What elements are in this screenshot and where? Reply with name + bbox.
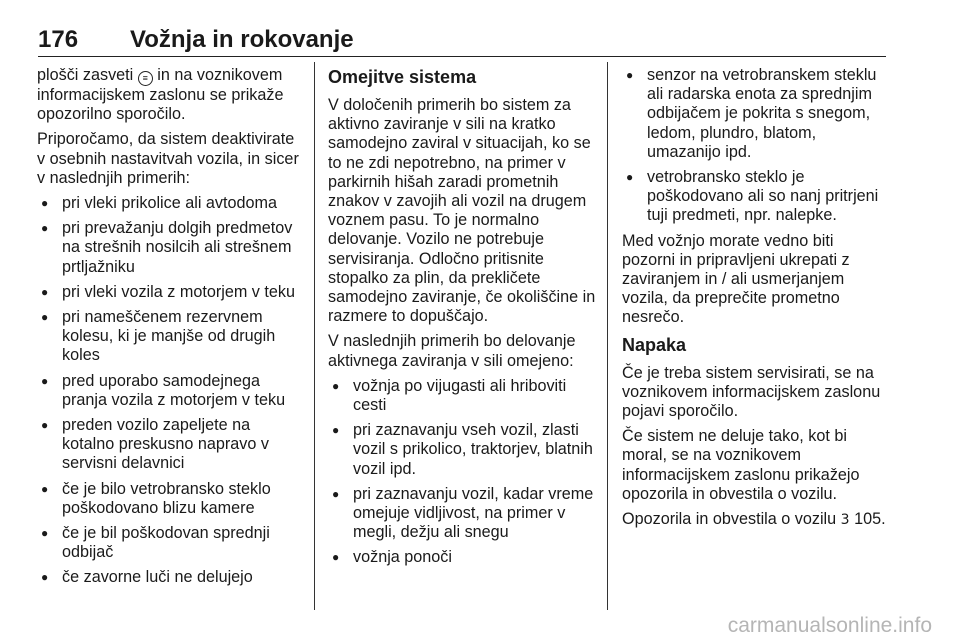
list-item: ● pred uporabo samodejnega pranja vozila z motorjem v teku [37,372,305,410]
bullet-list [37,194,305,588]
paragraph: V določenih primerih bo sistem za aktivno zaviranje v sili na kratko samodejno zaviral v situacijah, ko se to ne zdi nepotrebno, na primer v parkirnih hišah zaradi prometnih znakov v zavojih ali vozil na drugem voznem pasu. To je normalno delovanje. Vozilo ne potrebuje servisiranja. Odločno pritisnite stopalko za plin, da prekličete samodejno zaviranje, če okoliščine in razmere to dopuščajo. [328,96,596,326]
page-number: 176 [38,26,79,53]
list-item: ● preden vozilo zapeljete na kotalno preskusno napravo v servisni delavnici [37,416,305,474]
list-item: ● pri vleki prikolice ali avtodoma [37,194,305,213]
list-item: ● če je bil poškodovan sprednji odbijač [37,524,305,562]
list-item: ● vetrobransko steklo je poškodovano ali so nanj pritrjeni tuji predmeti, npr. nalepke. [622,168,888,226]
list-item: ● če zavorne luči ne delujejo [37,568,305,587]
camera-sensor-icon: ≡ [138,71,153,86]
column-divider [314,62,315,610]
list-item: ● pri zaznavanju vseh vozil, zlasti vozil s prikolico, traktorjev, blatnih vozil ipd. [328,421,596,479]
paragraph: Med vožnjo morate vedno biti pozorni in pripravljeni ukrepati z zaviranjem in / ali usmerjanjem vozila, da preprečite prometno nesrečo. [622,231,850,327]
bullet-list [328,377,596,568]
paragraph: V naslednjih primerih bo delovanje aktivnega zaviranja v sili omejeno: [328,332,576,370]
list-item: ● če je bilo vetrobransko steklo poškodovano blizu kamere [37,480,305,518]
page-reference[interactable]: 105. [849,510,886,529]
list-item: ● pri nameščenem rezervnem kolesu, ki je manjše od drugih koles [37,308,305,366]
column-right [622,66,888,536]
paragraph: plošči zasveti ≡ in na voznikovem informacijskem zaslonu se prikaže opozorilno sporočilo. [37,66,284,124]
column-divider [607,62,608,610]
list-item: ● vožnja ponoči [328,548,596,567]
list-item: ● pri vleki vozila z motorjem v teku [37,283,305,302]
paragraph: Če sistem ne deluje tako, kot bi moral, se na voznikovem informacijskem zaslonu prikažejo opozorila in obvestila o vozilu. [622,427,860,503]
list-item: ● pri zaznavanju vozil, kadar vreme omejuje vidljivost, na primer v megli, dežju ali snegu [328,485,596,543]
watermark: carmanualsonline.info [727,614,932,637]
column-middle [328,66,596,574]
chapter-title: Vožnja in rokovanje [130,26,354,53]
paragraph: Priporočamo, da sistem deaktivirate v osebnih nastavitvah vozila, in sicer v naslednjih primerih: [37,130,299,187]
column-left [37,66,305,594]
page-reference-arrow-icon[interactable]: 3 [840,512,850,529]
paragraph: Opozorila in obvestila o vozilu 3 105. [622,510,886,529]
section-heading: Napaka [622,334,687,355]
page-header [38,26,886,57]
list-item: ● vožnja po vijugasti ali hriboviti cesti [328,377,596,415]
list-item: ● pri prevažanju dolgih predmetov na strešnih nosilcih ali strešnem prtljažniku [37,219,305,277]
list-item: ● senzor na vetrobranskem steklu ali radarska enota za sprednjim odbijačem je pokrita s snegom, ledom, plundro, blatom, umazanijo ipd. [622,66,888,162]
paragraph: Če je treba sistem servisirati, se na voznikovem informacijskem zaslonu pojavi sporočilo. [622,363,881,421]
bullet-list [622,66,888,226]
section-heading: Omejitve sistema [328,67,477,87]
